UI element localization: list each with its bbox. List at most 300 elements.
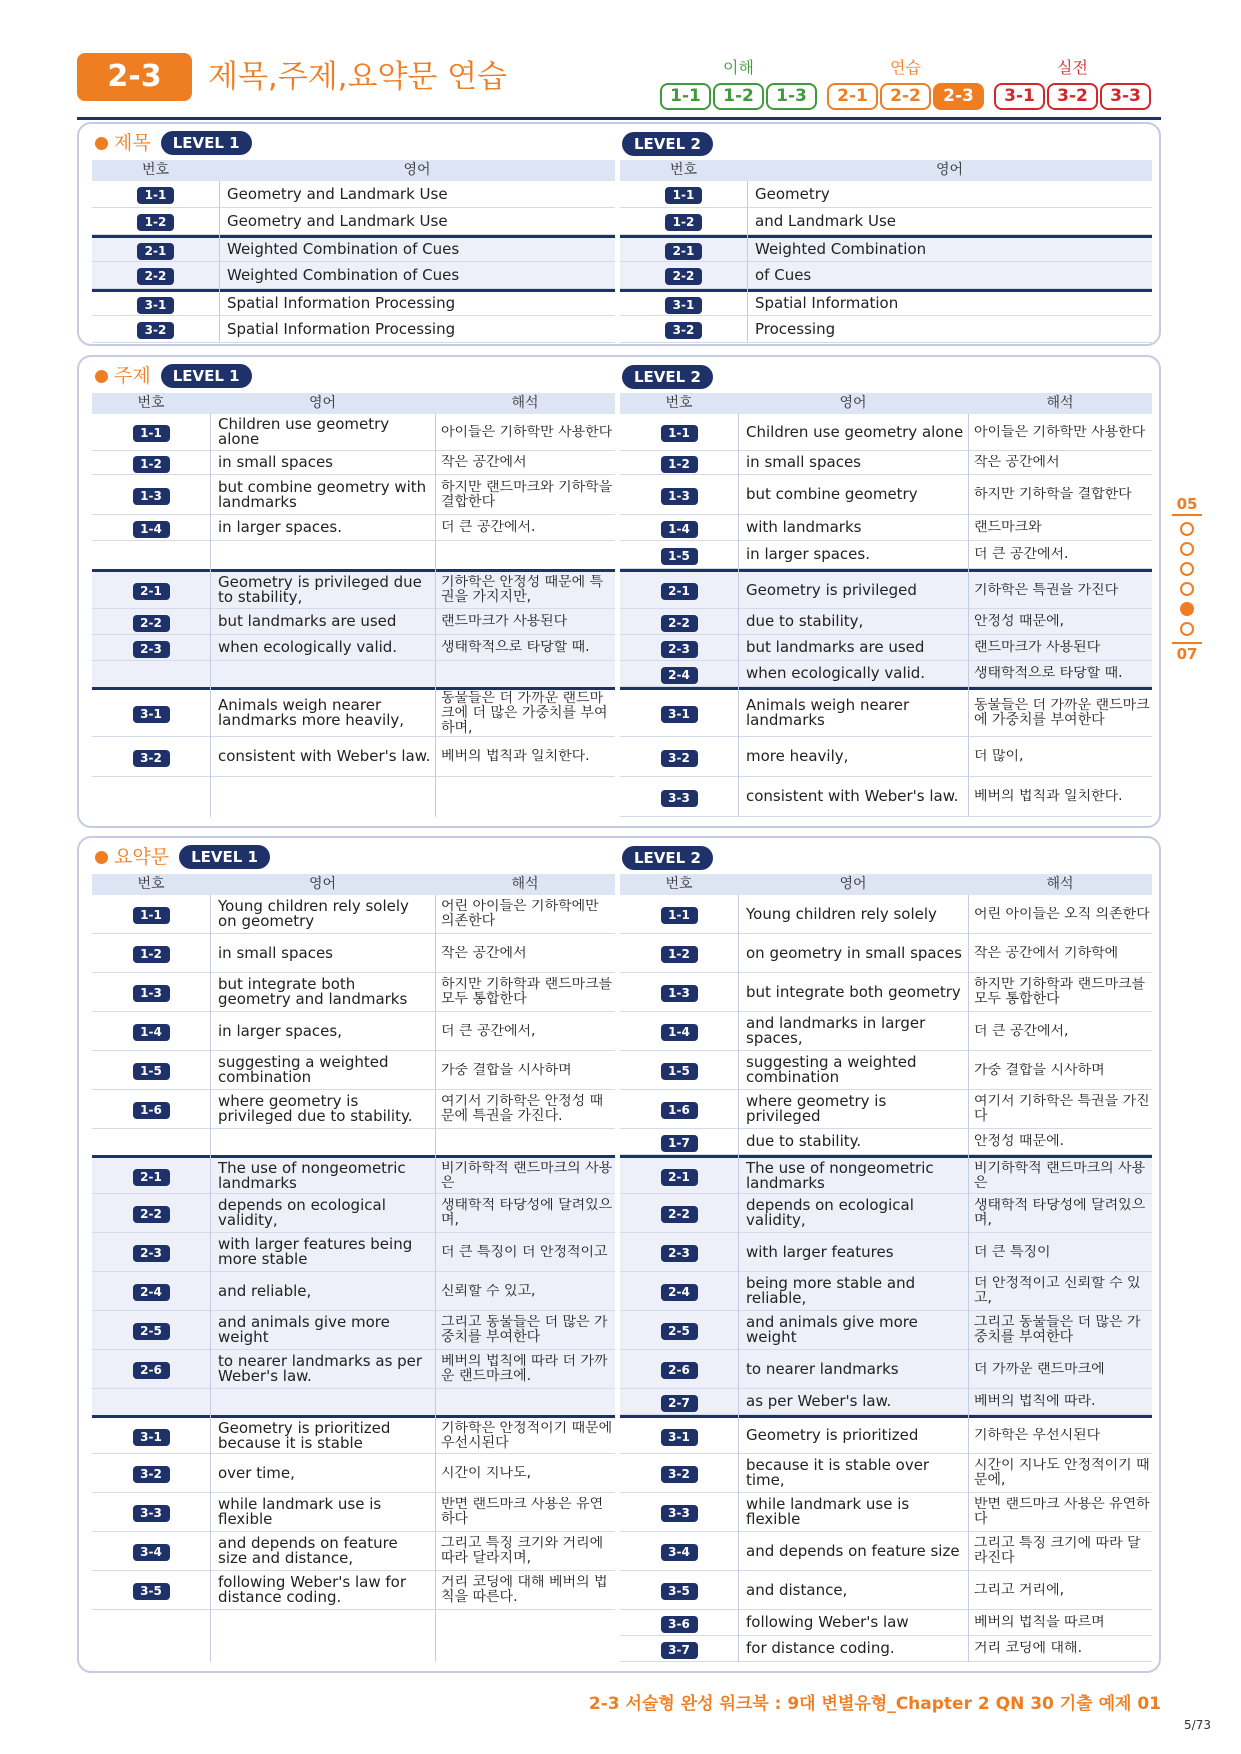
level2-table (620, 160, 1152, 343)
column-header-no: 번호 (137, 395, 165, 411)
english-text: due to stability. (746, 1134, 862, 1149)
english-text: in small spaces (218, 945, 333, 961)
table-row (620, 451, 1152, 475)
english-text: in small spaces (746, 455, 861, 470)
column-divider (968, 895, 969, 1662)
step-group-label: 연습 (890, 58, 921, 77)
page-title: 제목,주제,요약문 연습 (208, 59, 508, 95)
english-text: Young children rely solely on geometry (218, 899, 409, 929)
korean-translation: 더 큰 공간에서, (441, 1023, 536, 1039)
table-row (92, 687, 615, 737)
step-chip-2-1[interactable]: 2-1 (827, 83, 878, 110)
column-header-no: 번호 (669, 162, 698, 178)
column-header-ko: 해석 (1046, 876, 1074, 892)
english-text: but combine geometry with landmarks (218, 479, 427, 510)
table-row-empty (92, 1129, 615, 1155)
row-number-badge: 1-5 (133, 1063, 170, 1080)
progress-dot-icon (1180, 622, 1194, 636)
table-row (620, 475, 1152, 515)
korean-translation: 그리고 동물들은 더 많은 가중치를 부여한다 (441, 1315, 608, 1345)
row-number-badge: 2-3 (133, 641, 170, 658)
korean-translation: 더 큰 특징이 (974, 1244, 1051, 1260)
english-text: in larger spaces. (746, 547, 870, 562)
table-row (92, 1012, 615, 1051)
english-text: Geometry (755, 186, 830, 202)
table-row (620, 1454, 1152, 1493)
row-number-badge: 3-2 (661, 750, 698, 767)
korean-translation: 더 큰 특징이 더 안정적이고 (441, 1244, 608, 1260)
table-row (92, 289, 615, 316)
korean-translation: 안정성 때문에. (974, 1134, 1065, 1149)
korean-translation: 생태학적 타당성에 달려있으며, (441, 1198, 613, 1228)
table-row (92, 934, 615, 973)
row-number-badge: 1-5 (661, 1063, 698, 1080)
korean-translation: 베버의 법칙과 일치한다. (441, 749, 590, 764)
english-text: over time, (218, 1465, 295, 1481)
table-row (620, 635, 1152, 661)
table-row (92, 973, 615, 1012)
level1-table (92, 393, 615, 817)
row-number-badge: 3-4 (133, 1544, 170, 1561)
english-text: Geometry is prioritized because it is stable (218, 1420, 391, 1451)
row-number-badge: 1-1 (661, 425, 698, 442)
korean-translation: 비기하학적 랜드마크의 사용은 (974, 1160, 1146, 1191)
column-header-ko: 해석 (1046, 395, 1074, 411)
row-number-badge: 3-1 (133, 1429, 170, 1446)
table-row (92, 208, 615, 235)
table-row-empty (92, 541, 615, 569)
row-number-badge: 3-2 (137, 322, 174, 339)
step-chip-1-1[interactable]: 1-1 (660, 83, 711, 110)
korean-translation: 여기서 기하학은 특권을 가진다 (974, 1094, 1150, 1124)
level1-badge: LEVEL 1 (179, 845, 270, 869)
progress-dot-icon (1180, 522, 1194, 536)
table-row (620, 569, 1152, 609)
level1-badge: LEVEL 1 (161, 131, 252, 155)
english-text: but integrate both geometry (746, 984, 961, 1000)
row-number-badge: 2-2 (133, 1206, 170, 1223)
english-text: and animals give more weight (746, 1315, 918, 1345)
korean-translation: 생태학적 타당성에 달려있으며, (974, 1198, 1146, 1228)
row-number-badge: 1-2 (665, 214, 702, 231)
korean-translation: 하지만 기하학과 랜드마크를 모두 통합한다 (441, 977, 613, 1007)
row-number-badge: 1-4 (661, 521, 698, 538)
row-number-badge: 3-7 (661, 1642, 698, 1659)
korean-translation: 아이들은 기하학만 사용한다 (441, 424, 613, 440)
table-row (92, 1311, 615, 1350)
table-row (92, 737, 615, 777)
row-number-badge: 3-1 (137, 297, 174, 314)
english-text: to nearer landmarks (746, 1361, 899, 1377)
topic-section-header (95, 363, 252, 389)
row-number-badge: 3-5 (661, 1583, 698, 1600)
english-text: The use of nongeometric landmarks (746, 1160, 934, 1191)
english-text: while landmark use is flexible (218, 1497, 382, 1527)
row-number-badge: 3-4 (661, 1544, 698, 1561)
english-text: where geometry is privileged (746, 1094, 887, 1124)
table-row (620, 973, 1152, 1012)
row-number-badge: 3-5 (133, 1583, 170, 1600)
korean-translation: 그리고 거리에, (974, 1582, 1065, 1598)
column-divider (738, 895, 739, 1662)
column-divider (738, 414, 739, 817)
english-text: and distance, (746, 1582, 848, 1598)
english-text: Children use geometry alone (218, 417, 390, 447)
row-number-badge: 1-6 (133, 1102, 170, 1119)
korean-translation: 그리고 특징 크기와 거리에 따라 달라지며, (441, 1536, 604, 1566)
level1-badge: LEVEL 1 (161, 364, 252, 388)
english-text: with landmarks (746, 520, 862, 535)
row-number-badge: 1-3 (661, 488, 698, 505)
korean-translation: 베버의 법칙과 일치한다. (974, 789, 1123, 804)
korean-translation: 더 안정적이고 신뢰할 수 있고, (974, 1276, 1141, 1306)
level2-badge: LEVEL 2 (622, 365, 713, 389)
column-header-en: 영어 (839, 876, 867, 892)
row-number-badge: 2-1 (133, 1169, 170, 1186)
table-row (620, 181, 1152, 208)
table-row-empty (92, 661, 615, 687)
row-number-badge: 2-4 (661, 667, 698, 684)
step-group-label: 실전 (1057, 58, 1088, 77)
column-header-no: 번호 (137, 876, 165, 892)
english-text: suggesting a weighted combination (218, 1055, 389, 1085)
row-number-badge: 1-3 (133, 488, 170, 505)
english-text: in larger spaces. (218, 520, 342, 535)
column-divider (210, 414, 211, 817)
table-row (92, 1194, 615, 1233)
table-row (92, 181, 615, 208)
english-text: The use of nongeometric landmarks (218, 1160, 406, 1191)
row-number-badge: 2-2 (137, 268, 174, 285)
level1-table (92, 874, 615, 1662)
level2-badge: LEVEL 2 (622, 846, 713, 870)
english-text: Children use geometry alone (746, 424, 964, 440)
korean-translation: 랜드마크가 사용된다 (974, 640, 1101, 655)
english-text: but landmarks are used (746, 640, 925, 655)
column-header-ko: 해석 (511, 395, 539, 411)
korean-translation: 거리 코딩에 대해 베버의 법칙을 따른다. (441, 1575, 608, 1605)
table-row (620, 541, 1152, 569)
step-group-label: 이해 (723, 58, 754, 77)
english-text: while landmark use is flexible (746, 1497, 910, 1527)
row-number-badge: 2-6 (133, 1362, 170, 1379)
table-row (620, 208, 1152, 235)
english-text: where geometry is privileged due to stability. (218, 1094, 413, 1124)
summary-section-header (95, 844, 270, 870)
korean-translation: 기하학은 안정성 때문에 특권을 가지지만, (441, 575, 604, 605)
table-row (620, 1532, 1152, 1571)
column-header-no: 번호 (665, 876, 693, 892)
row-number-badge: 1-7 (661, 1135, 698, 1152)
english-text: more heavily, (746, 749, 849, 764)
table-row (92, 635, 615, 661)
row-number-badge: 3-3 (661, 1505, 698, 1522)
table-row (620, 1129, 1152, 1155)
column-header-row (92, 393, 615, 414)
table-row (620, 1051, 1152, 1090)
table-row (92, 1493, 615, 1532)
korean-translation: 어린 아이들은 오직 의존한다 (974, 906, 1150, 922)
row-number-badge: 3-2 (665, 322, 702, 339)
table-row (620, 1350, 1152, 1389)
row-number-badge: 3-1 (661, 706, 698, 723)
step-chip-1-3[interactable]: 1-3 (766, 83, 817, 110)
english-text: and depends on feature size (746, 1543, 960, 1559)
english-text: with larger features being more stable (218, 1237, 413, 1267)
korean-translation: 시간이 지나도, (441, 1465, 532, 1481)
table-row (620, 1311, 1152, 1350)
table-row (620, 687, 1152, 737)
english-text: Spatial Information (755, 296, 899, 311)
table-row (620, 1272, 1152, 1311)
english-text: Geometry is privileged due to stability, (218, 575, 422, 605)
english-text: of Cues (755, 267, 812, 283)
english-text: with larger features (746, 1244, 894, 1260)
table-row-empty (92, 777, 615, 817)
column-header-en: 영어 (308, 395, 337, 411)
english-text: and animals give more weight (218, 1315, 390, 1345)
table-row (620, 1012, 1152, 1051)
table-row (92, 316, 615, 343)
row-number-badge: 1-1 (133, 907, 170, 924)
english-text: Young children rely solely (746, 906, 937, 922)
english-text: Weighted Combination of Cues (227, 242, 460, 257)
table-row (92, 1350, 615, 1389)
step-chip-2-2[interactable]: 2-2 (880, 83, 931, 110)
chapter-side-tab (1172, 494, 1202, 664)
table-row (620, 737, 1152, 777)
summary-section (77, 836, 1161, 1673)
korean-translation: 베버의 법칙에 따라 더 가까운 랜드마크에. (441, 1354, 608, 1384)
table-row (620, 1493, 1152, 1532)
table-row (620, 1233, 1152, 1272)
table-row (620, 1194, 1152, 1233)
korean-translation: 아이들은 기하학만 사용한다 (974, 424, 1146, 440)
korean-translation: 거리 코딩에 대해. (974, 1641, 1083, 1656)
table-row (620, 1610, 1152, 1636)
table-row (620, 1415, 1152, 1454)
table-row-empty (92, 1610, 615, 1636)
column-header-no: 번호 (141, 162, 170, 178)
row-number-badge: 1-5 (661, 548, 698, 565)
korean-translation: 가중 결합을 시사하며 (441, 1062, 572, 1078)
table-row (92, 1090, 615, 1129)
english-text: suggesting a weighted combination (746, 1055, 917, 1085)
korean-translation: 반면 랜드마크 사용은 유연하다 (974, 1497, 1150, 1527)
column-header-ko: 해석 (511, 876, 539, 892)
section-label: 제목 (114, 132, 151, 154)
row-number-badge: 2-2 (661, 615, 698, 632)
title-section-header (95, 130, 252, 156)
row-number-badge: 2-1 (661, 1169, 698, 1186)
row-number-badge: 1-3 (133, 985, 170, 1002)
row-number-badge: 1-2 (133, 946, 170, 963)
korean-translation: 가중 결합을 시사하며 (974, 1062, 1105, 1078)
bullet-dot-icon (95, 851, 108, 864)
row-number-badge: 1-2 (661, 946, 698, 963)
english-text: on geometry in small spaces (746, 945, 962, 961)
korean-translation: 하지만 기하학과 랜드마크를 모두 통합한다 (974, 977, 1146, 1007)
row-number-badge: 1-2 (661, 456, 698, 473)
table-row (620, 289, 1152, 316)
column-header-en: 영어 (403, 162, 431, 178)
row-number-badge: 2-3 (133, 1245, 170, 1262)
progress-dot-icon (1180, 582, 1194, 596)
korean-translation: 생태학적으로 타당할 때. (441, 640, 590, 655)
table-row (620, 316, 1152, 343)
english-text: Weighted Combination (755, 242, 927, 257)
row-number-badge: 2-2 (665, 268, 702, 285)
column-header-en: 영어 (308, 876, 337, 892)
row-number-badge: 2-4 (661, 1284, 698, 1301)
english-text: when ecologically valid. (218, 640, 398, 655)
row-number-badge: 3-6 (661, 1616, 698, 1633)
row-number-badge: 3-2 (661, 1466, 698, 1483)
english-text: Spatial Information Processing (227, 321, 456, 337)
row-number-badge: 1-2 (137, 214, 174, 231)
english-text: Geometry and Landmark Use (227, 213, 448, 229)
progress-dot-icon (1180, 542, 1194, 556)
korean-translation: 더 큰 공간에서. (974, 547, 1069, 562)
table-row (92, 235, 615, 262)
korean-translation: 시간이 지나도 안정적이기 때문에, (974, 1458, 1150, 1488)
step-chip-1-2[interactable]: 1-2 (713, 83, 764, 110)
table-row (92, 1454, 615, 1493)
table-row-empty (92, 1636, 615, 1662)
korean-translation: 베버의 법칙을 따르며 (974, 1615, 1105, 1630)
korean-translation: 작은 공간에서 (441, 945, 527, 961)
column-header-row (92, 160, 615, 181)
korean-translation: 기하학은 안정적이기 때문에 우선시된다 (441, 1420, 613, 1451)
column-divider (210, 895, 211, 1662)
row-number-badge: 2-3 (661, 641, 698, 658)
column-header-no: 번호 (665, 395, 693, 411)
level1-table (92, 160, 615, 343)
korean-translation: 그리고 특징 크기에 따라 달라진다 (974, 1536, 1141, 1566)
step-chip-3-1[interactable]: 3-1 (994, 83, 1045, 110)
step-chip-2-3[interactable]: 2-3 (933, 83, 984, 110)
step-navigation (660, 58, 1160, 113)
korean-translation: 하지만 랜드마크와 기하학을 결합한다 (441, 479, 613, 510)
level2-table (620, 393, 1152, 817)
english-text: when ecologically valid. (746, 666, 926, 681)
english-text: as per Weber's law. (746, 1394, 892, 1409)
english-text: and landmarks in larger spaces, (746, 1016, 926, 1046)
column-header-row (620, 160, 1152, 181)
column-divider (219, 181, 220, 343)
english-text: in larger spaces, (218, 1023, 342, 1039)
row-number-badge: 3-2 (133, 1466, 170, 1483)
table-row (92, 1155, 615, 1194)
row-number-badge: 2-3 (661, 1245, 698, 1262)
table-row (92, 414, 615, 451)
row-number-badge: 2-1 (137, 243, 174, 260)
row-number-badge: 3-3 (133, 1505, 170, 1522)
level2-badge: LEVEL 2 (622, 132, 713, 156)
korean-translation: 그리고 동물들은 더 많은 가중치를 부여한다 (974, 1315, 1141, 1345)
column-header-row (92, 874, 615, 895)
korean-translation: 랜드마크와 (974, 520, 1042, 535)
english-text: being more stable and reliable, (746, 1276, 916, 1306)
page-number: 5/73 (1184, 1718, 1211, 1732)
table-row (620, 895, 1152, 934)
english-text: but integrate both geometry and landmarks (218, 977, 408, 1007)
english-text: and reliable, (218, 1283, 312, 1299)
korean-translation: 어린 아이들은 기하학에만 의존한다 (441, 899, 599, 929)
unit-badge: 2-3 (77, 53, 192, 101)
english-text: following Weber's law for distance coding. (218, 1575, 407, 1605)
row-number-badge: 1-4 (133, 521, 170, 538)
step-chip-3-2[interactable]: 3-2 (1047, 83, 1098, 110)
row-number-badge: 1-1 (665, 187, 702, 204)
column-header-row (620, 874, 1152, 895)
column-divider (747, 181, 748, 343)
row-number-badge: 2-5 (661, 1323, 698, 1340)
korean-translation: 하지만 기하학을 결합한다 (974, 487, 1132, 502)
korean-translation: 랜드마크가 사용된다 (441, 614, 568, 629)
korean-translation: 더 많이, (974, 749, 1024, 764)
row-number-badge: 2-1 (133, 583, 170, 600)
row-number-badge: 3-1 (661, 1429, 698, 1446)
table-row (620, 609, 1152, 635)
korean-translation: 작은 공간에서 (441, 455, 527, 470)
english-text: due to stability, (746, 614, 864, 629)
korean-translation: 베버의 법칙에 따라. (974, 1394, 1096, 1409)
english-text: Geometry is prioritized (746, 1428, 919, 1443)
table-row (92, 1051, 615, 1090)
row-number-badge: 2-1 (661, 583, 698, 600)
row-number-badge: 3-3 (661, 790, 698, 807)
table-row (92, 609, 615, 635)
korean-translation: 기하학은 우선시된다 (974, 1428, 1101, 1443)
korean-translation: 작은 공간에서 기하학에 (974, 945, 1119, 961)
english-text: depends on ecological validity, (218, 1198, 386, 1228)
side-tab-start: 05 (1172, 494, 1202, 516)
column-divider (435, 895, 436, 1662)
korean-translation: 기하학은 특권을 가진다 (974, 582, 1119, 598)
column-header-row (620, 393, 1152, 414)
bullet-dot-icon (95, 137, 108, 150)
row-number-badge: 1-2 (133, 456, 170, 473)
korean-translation: 안정성 때문에, (974, 614, 1065, 629)
row-number-badge: 3-1 (133, 706, 170, 723)
row-number-badge: 1-4 (133, 1024, 170, 1041)
row-number-badge: 2-7 (661, 1395, 698, 1412)
step-chip-3-3[interactable]: 3-3 (1100, 83, 1151, 110)
table-row (620, 1389, 1152, 1415)
footer-title: 2-3 서술형 완성 워크북 : 9대 변별유형_Chapter 2 QN 30 기출 예제 01 (588, 1694, 1161, 1714)
side-tab-progress (1172, 522, 1202, 636)
table-row (92, 515, 615, 541)
english-text: consistent with Weber's law. (218, 749, 431, 764)
english-text: but landmarks are used (218, 614, 397, 629)
row-number-badge: 2-1 (665, 243, 702, 260)
english-text: Spatial Information Processing (227, 296, 456, 311)
row-number-badge: 1-1 (661, 907, 698, 924)
table-row (620, 414, 1152, 451)
table-row (620, 235, 1152, 262)
english-text: depends on ecological validity, (746, 1198, 914, 1228)
korean-translation: 동물들은 더 가까운 랜드마크에 가중치를 부여한다 (974, 698, 1150, 728)
korean-translation: 반면 랜드마크 사용은 유연하다 (441, 1497, 604, 1527)
column-divider (435, 414, 436, 817)
row-number-badge: 3-1 (665, 297, 702, 314)
english-text: Processing (755, 321, 836, 337)
table-row (92, 1571, 615, 1610)
english-text: Animals weigh nearer landmarks (746, 698, 910, 728)
table-row (92, 1272, 615, 1311)
english-text: to nearer landmarks as per Weber's law. (218, 1354, 423, 1384)
